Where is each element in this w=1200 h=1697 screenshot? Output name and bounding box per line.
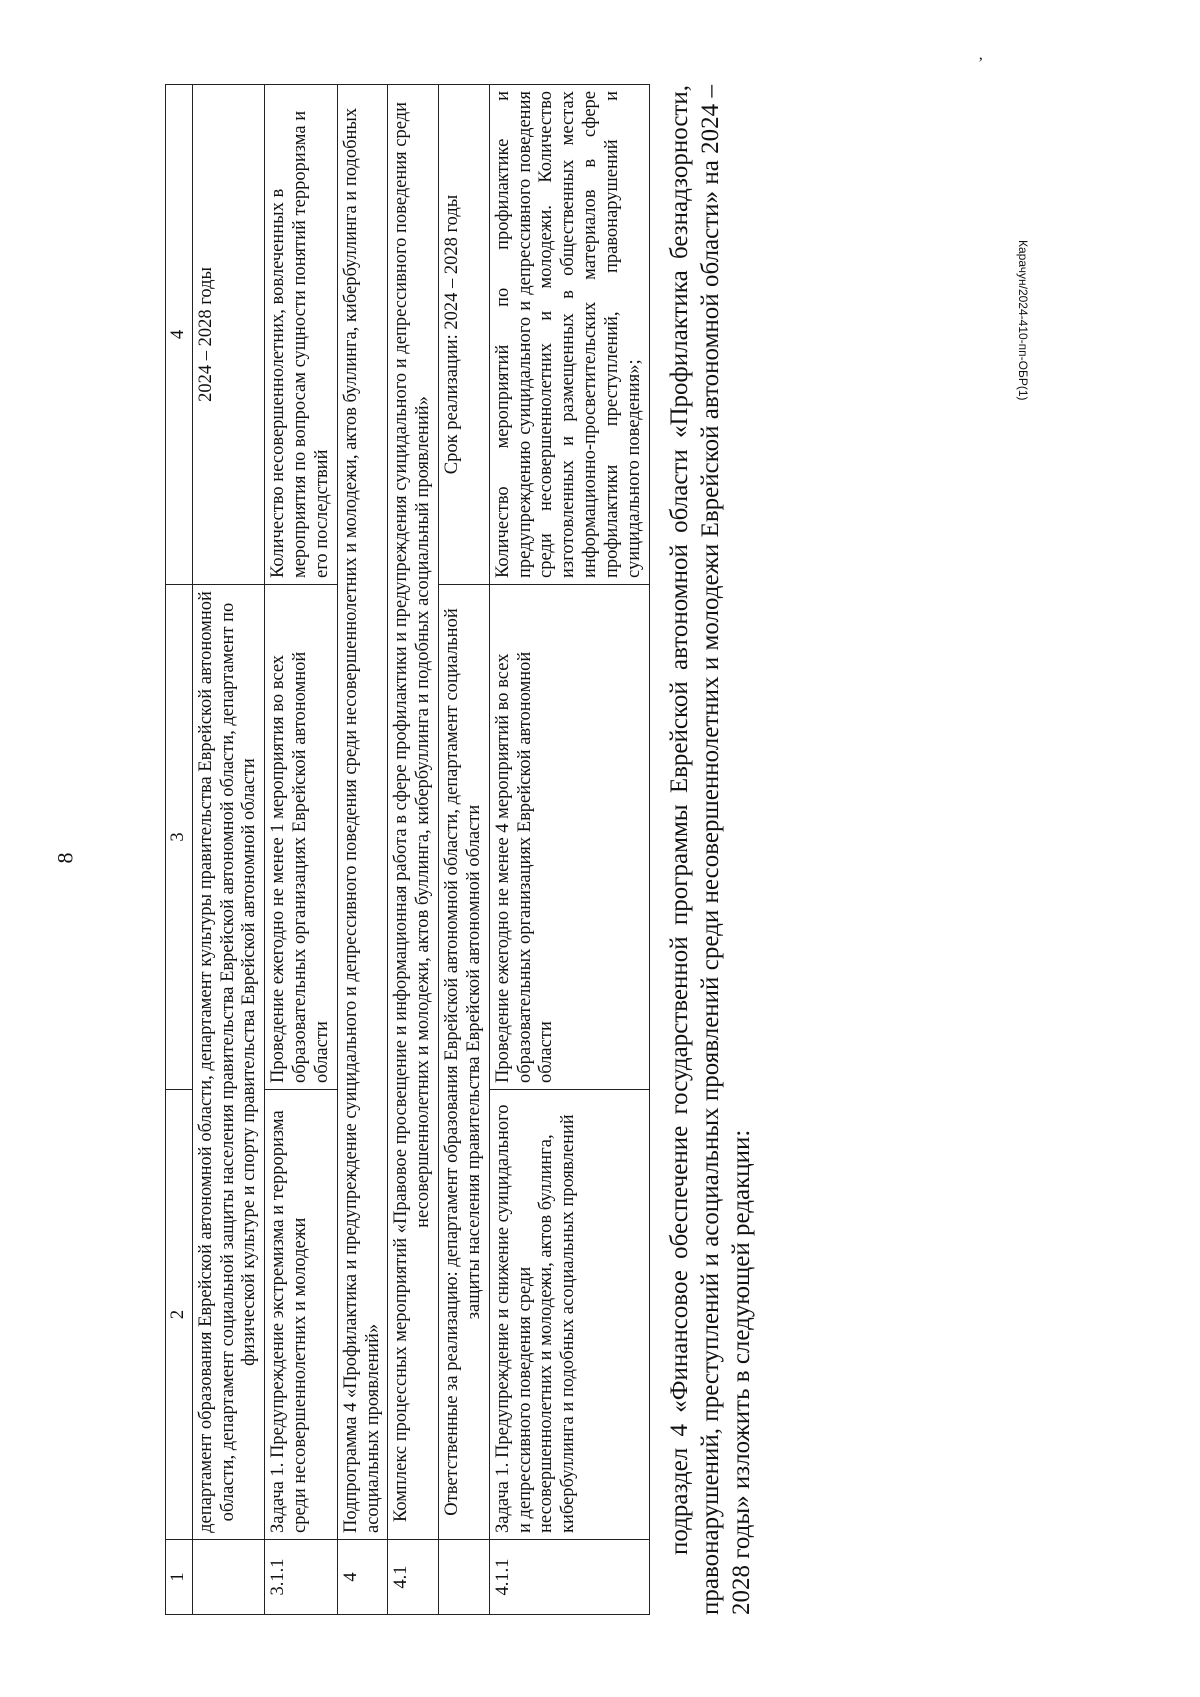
header-cell: 1 <box>166 1540 193 1615</box>
measure-cell: Проведение ежегодно не менее 1 мероприятия во всех образовательных организациях Еврейской автономной области <box>265 585 337 1090</box>
table-header-row <box>166 85 193 1615</box>
row-number: 4.1.1 <box>489 1540 649 1615</box>
table-row <box>439 85 490 1615</box>
table-row <box>192 85 264 1615</box>
row-number <box>192 1540 264 1615</box>
scan-mark: ʼ <box>978 55 984 72</box>
task-cell: Задача 1. Предупреждение и снижение суицидального и депрессивного поведения среди несовершеннолетних и молодежи, актов буллинга, кибербуллинга и подобных асоциальных проявлений <box>489 1090 649 1540</box>
row-number: 4 <box>337 1540 388 1615</box>
responsible-departments: Ответственные за реализацию: департамент образования Еврейской автономной области, департамент социальной защиты населения правительства Еврейской автономной области <box>439 585 490 1540</box>
program-table <box>165 84 650 1615</box>
period-cell: Срок реализации: 2024 – 2028 годы <box>439 85 490 585</box>
document-code: Карачун/2024-410-пп-ОБР(1) <box>1016 240 1030 401</box>
page-number: 8 <box>52 852 78 864</box>
responsible-departments: департамент образования Еврейской автономной области, департамент культуры правительства Еврейской автономной области, департамент социальной защиты населения правительства Еврейской автономной области, департамент по физической культуре и спорту правительства Еврейской автономной области <box>192 585 264 1540</box>
header-cell: 3 <box>166 585 193 1090</box>
table-row <box>388 85 439 1615</box>
header-cell: 2 <box>166 1090 193 1540</box>
subprogram-title: Подпрограмма 4 «Профилактика и предупреждение суицидального и депрессивного поведения среди несовершеннолетних и молодежи, актов буллинга, кибербуллинга и подобных асоциальных проявлений» <box>337 85 388 1540</box>
period-cell: 2024 – 2028 годы <box>192 85 264 585</box>
row-number <box>439 1540 490 1615</box>
task-cell: Задача 1. Предупреждение экстремизма и терроризма среди несовершеннолетних и молодежи <box>265 1090 337 1540</box>
indicator-cell: Количество мероприятий по профилактике и предупреждению суицидального и депрессивного поведения среди несовершеннолетних и молодежи. Количество изготовленных и размещенных в общественных местах информационно-просветительских материалов в сфере профилактики преступлений, правонарушений и суицидального поведения»; <box>489 85 649 585</box>
table-row <box>337 85 388 1615</box>
header-cell: 4 <box>166 85 193 585</box>
body-paragraph: подраздел 4 «Финансовое обеспечение государственной программы Еврейской автономной области «Профилактика безнадзорности, правонарушений, преступлений и асоциальных проявлений среди несовершеннолетних и молодежи Еврейской автономной области» на 2024 – 2028 годы» изложить в следующей редакции: <box>665 85 756 1615</box>
rotated-content <box>165 85 1045 1615</box>
table-row <box>265 85 337 1615</box>
indicator-cell: Количество несовершеннолетних, вовлеченных в мероприятия по вопросам сущности понятий терроризма и его последствий <box>265 85 337 585</box>
row-number: 4.1 <box>388 1540 439 1615</box>
row-number: 3.1.1 <box>265 1540 337 1615</box>
table-row <box>489 85 649 1615</box>
complex-title: Комплекс процессных мероприятий «Правовое просвещение и информационная работа в сфере профилактики и предупреждения суицидального и депрессивного поведения среди несовершеннолетних и молодежи, актов буллинга, кибербуллинга и подобных асоциальный проявлений» <box>388 85 439 1540</box>
measure-cell: Проведение ежегодно не менее 4 мероприятий во всех образовательных организациях Еврейской автономной области <box>489 585 649 1090</box>
